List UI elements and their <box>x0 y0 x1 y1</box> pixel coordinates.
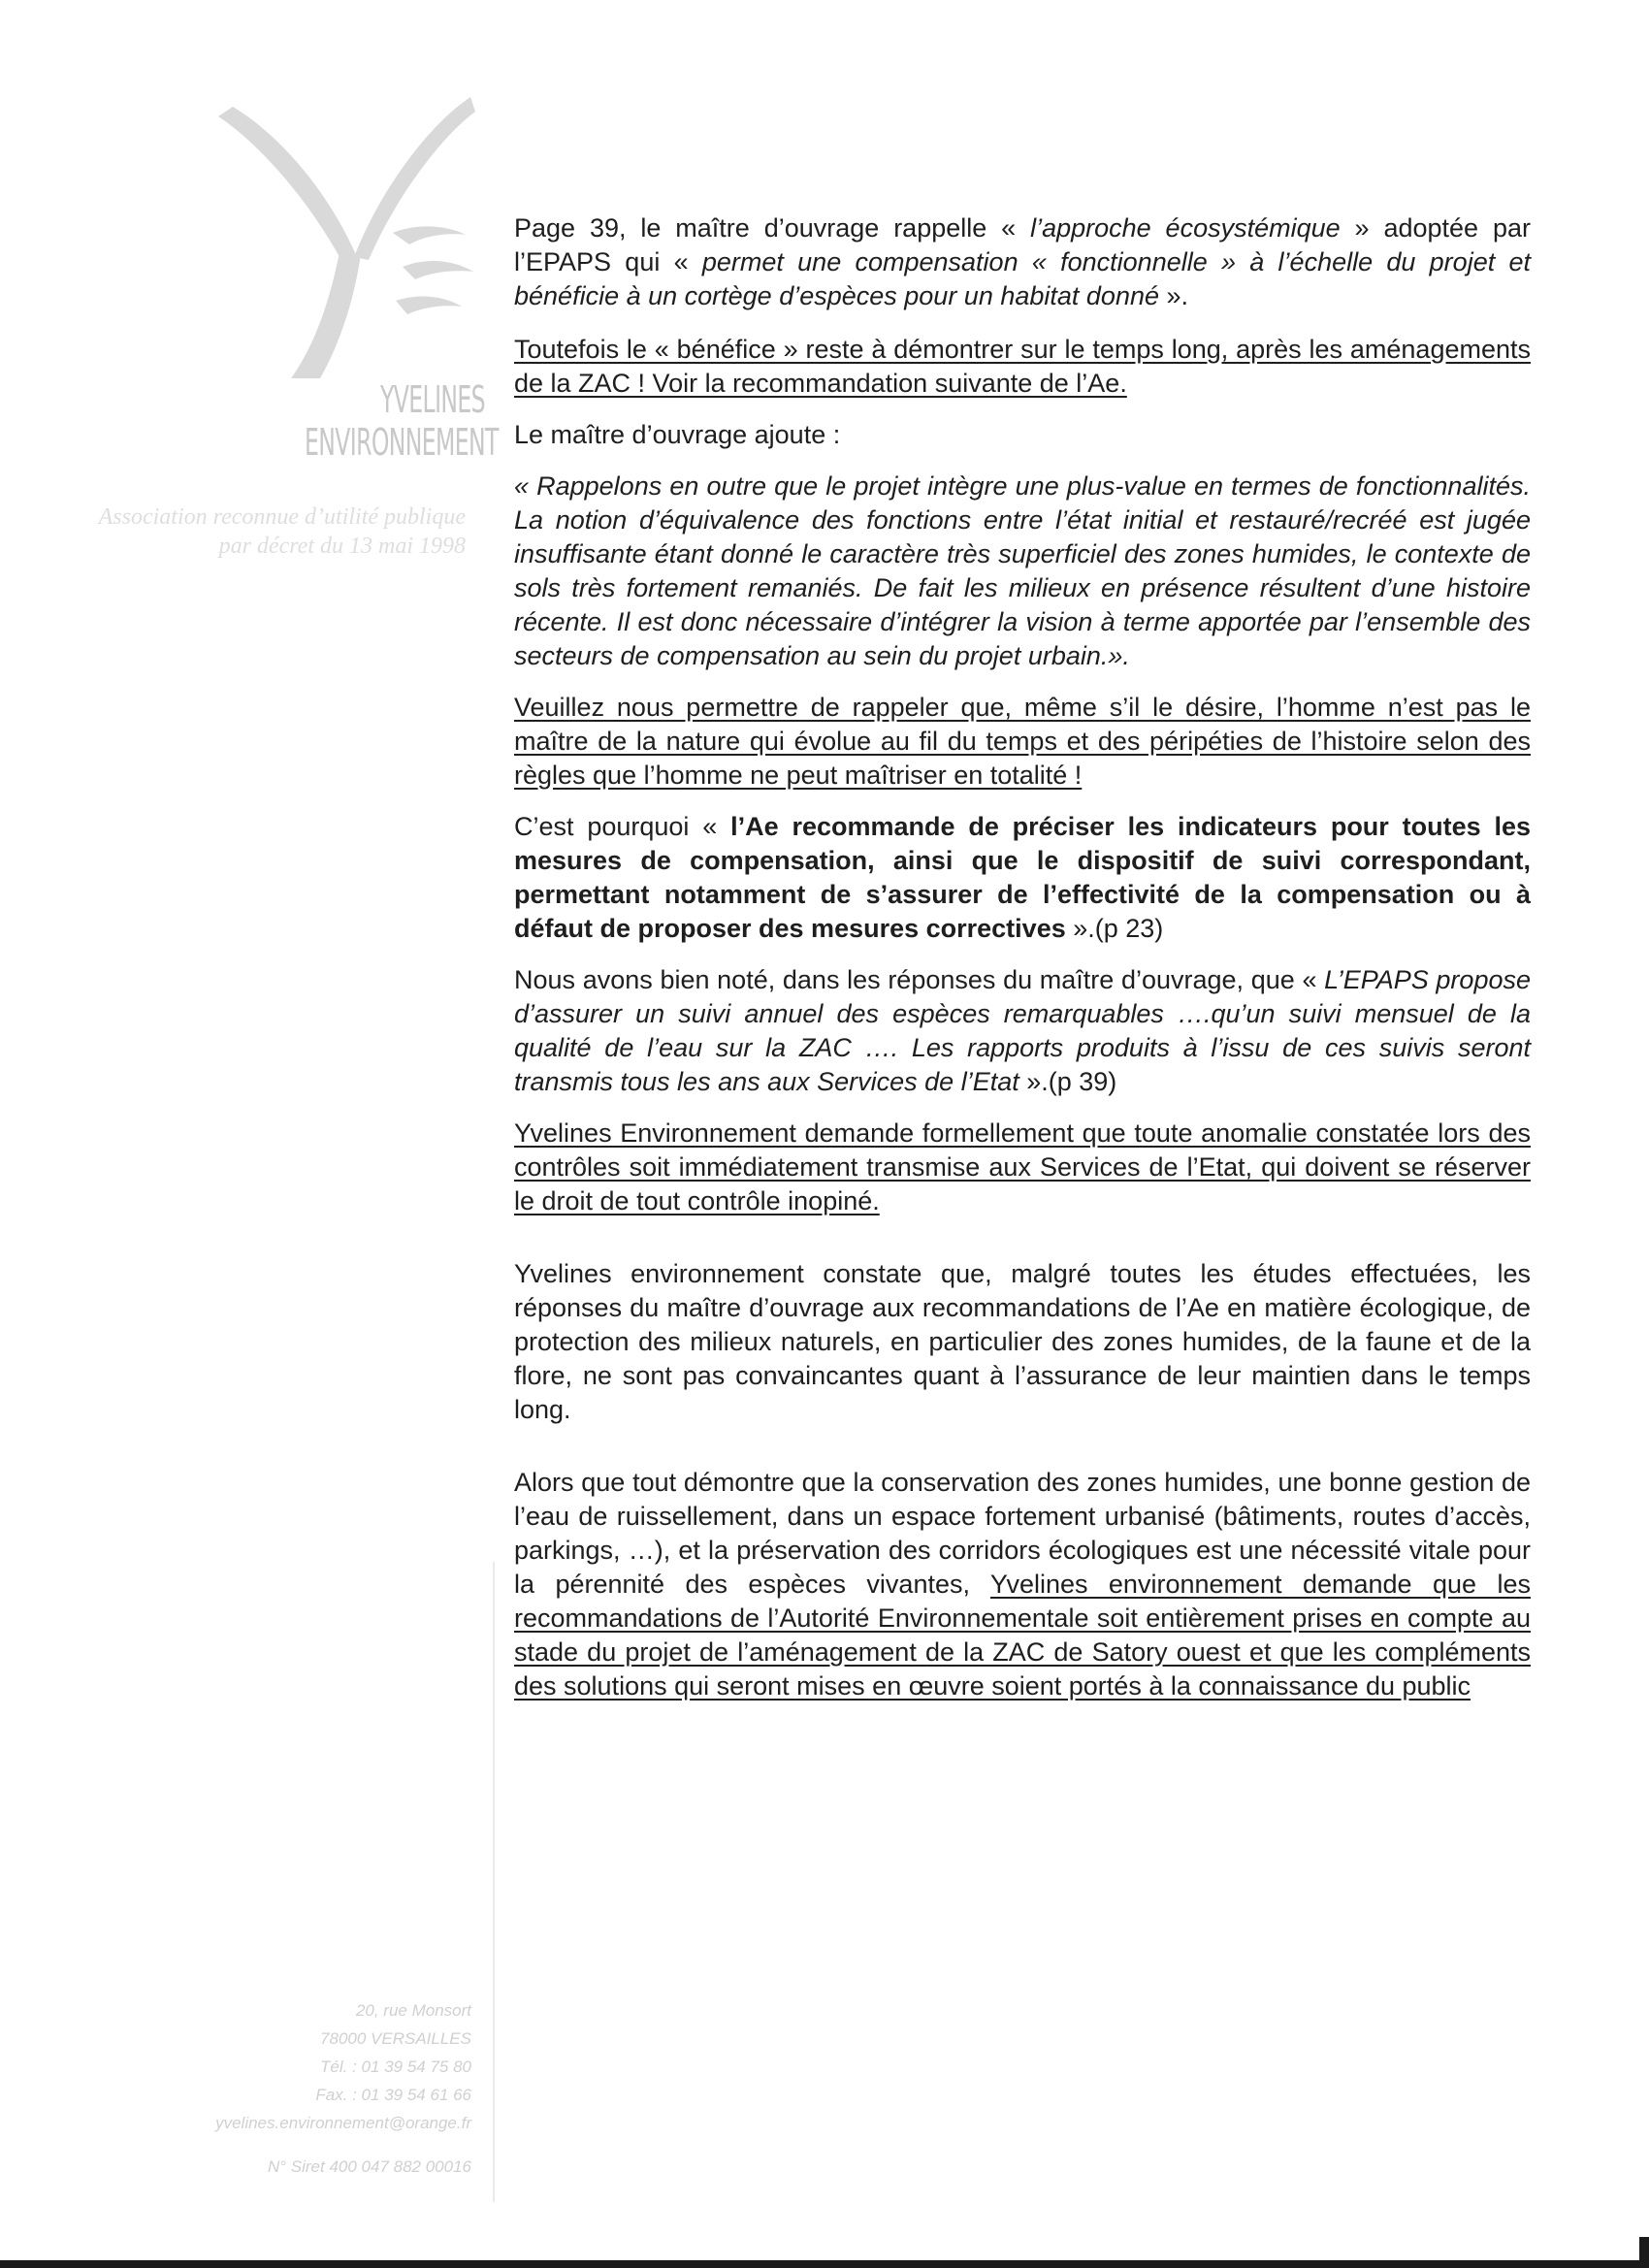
paragraph-6-text-a: C’est pourquoi « <box>514 812 731 841</box>
paragraph-8 <box>514 1117 1531 1218</box>
address-siret: N° Siret 400 047 882 00016 <box>267 2157 471 2176</box>
recognition-line-2: par décret du 13 mai 1998 <box>218 534 466 559</box>
paragraph-6-text-b: ».(p 23) <box>1065 914 1164 943</box>
paragraph-1-text-b: » adoptée par l’EPAPS qui « <box>514 213 1531 276</box>
paragraph-6-bold-quote: l’Ae recommande de préciser les indicateurs pour toutes les mesures de compensation, ainsi que le dispositif de suivi correspondant, permettant notamment de s’assurer de l’effectivité de la compensation ou à défaut de proposer des mesures correctives <box>514 812 1531 943</box>
paragraph-10 <box>514 1466 1531 1703</box>
address-street: 20, rue Monsort <box>355 2001 471 2020</box>
address-fax: Fax. : 01 39 54 61 66 <box>315 2086 471 2104</box>
paragraph-1-text-c: ». <box>1159 281 1189 310</box>
paragraph-7 <box>514 963 1531 1099</box>
paragraph-1-quote-a: l’approche écosystémique <box>1030 213 1341 243</box>
logo-wordmark <box>305 378 499 464</box>
address-phone: Tél. : 01 39 54 75 80 <box>320 2057 471 2076</box>
paragraph-9-text: Yvelines environnement constate que, malgré toutes les études effectuées, les réponses du maître d’ouvrage aux recommandations de l’Ae en matière écologique, de protection des milieux naturels, en particulier des zones humides, de la faune et de la flore, ne sont pas convaincantes quant à l’assurance de leur maintien dans le temps long. <box>514 1259 1531 1424</box>
address-gap <box>116 2137 471 2153</box>
recognition-line-1: Association reconnue d’utilité publique <box>98 504 466 530</box>
address-city: 78000 VERSAILLES <box>320 2029 471 2048</box>
address-email: yvelines.environnement@orange.fr <box>215 2114 471 2132</box>
paragraph-7-text-b: ».(p 39) <box>1018 1067 1117 1096</box>
paragraph-3-text: Le maître d’ouvrage ajoute : <box>514 420 841 449</box>
paragraph-1-text-a: Page 39, le maître d’ouvrage rappelle « <box>514 213 1031 243</box>
recognition-note <box>39 502 466 561</box>
paragraph-7-quote: L’EPAPS propose d’assurer un suivi annuel des espèces remarquables ….qu’un suivi mensuel de la qualité de l’eau sur la ZAC …. Les rapports produits à l’issu de ces suivis seront transmis tous les ans aux Services de l’Etat <box>514 965 1531 1096</box>
paragraph-3 <box>514 418 1531 452</box>
scan-edge-bottom <box>0 2260 1649 2268</box>
paragraph-4 <box>514 470 1531 673</box>
sidebar-divider <box>493 1562 495 2202</box>
paragraph-10-demand: Yvelines environnement demande que les recommandations de l’Autorité Environnementale soit entièrement prises en compte au stade du projet de l’aménagement de la ZAC de Satory ouest et que les compléments des solutions qui seront mises en œuvre soient portés à la connaissance du public <box>514 1570 1531 1701</box>
paragraph-2-text: Toutefois le « bénéfice » reste à démontrer sur le temps long, après les aménagements de la ZAC ! Voir la recommandation suivante de l’Ae. <box>514 335 1531 398</box>
logo-line-2: ENVIRONNEMENT <box>305 421 499 464</box>
logo-line-1: YVELINES <box>380 378 485 421</box>
yvelines-environnement-logo <box>194 87 504 495</box>
paragraph-2 <box>514 333 1531 401</box>
letter-body <box>514 211 1531 1721</box>
paragraph-5-text: Veuillez nous permettre de rappeler que, même s’il le désire, l’homme n’est pas le maître de la nature qui évolue au fil du temps et des péripéties de l’histoire selon des règles que l’homme ne peut maîtriser en totalité ! <box>514 693 1531 790</box>
paragraph-8-text: Yvelines Environnement demande formellement que toute anomalie constatée lors des contrôles soit immédiatement transmise aux Services de l’Etat, qui doivent se réserver le droit de tout contrôle inopiné. <box>514 1118 1531 1215</box>
paragraph-5 <box>514 691 1531 793</box>
paragraph-1-quote-b: permet une compensation « fonctionnelle » à l’échelle du projet et bénéficie à un cortège d’espèces pour un habitat donné <box>514 247 1531 310</box>
paragraph-4-quote: « Rappelons en outre que le projet intègre une plus-value en termes de fonctionnalités. La notion d’équivalence des fonctions entre l’état initial et restauré/recréé est jugée insuffisante étant donné le caractère très superficiel des zones humides, le contexte de sols très fortement remaniés. De fait les milieux en présence résultent d’une histoire récente. Il est donc nécessaire d’intégrer la vision à terme apportée par l’ensemble des secteurs de compensation au sein du projet urbain.». <box>514 471 1531 670</box>
contact-block <box>116 1996 471 2181</box>
paragraph-10-text: Alors que tout démontre que la conservation des zones humides, une bonne gestion de l’eau de ruissellement, dans un espace fortement urbanisé (bâtiments, routes d’accès, parkings, …), et la préservation des corridors écologiques est une nécessité vitale pour la pérennité des espèces vivantes, <box>514 1468 1531 1599</box>
paragraph-1 <box>514 211 1531 313</box>
paragraph-6 <box>514 810 1531 946</box>
paragraph-7-text-a: Nous avons bien noté, dans les réponses du maître d’ouvrage, que « <box>514 965 1325 994</box>
scan-edge-corner <box>1639 2237 1649 2268</box>
logo-y-mark-icon <box>194 87 485 378</box>
letterhead-sidebar <box>0 0 499 2268</box>
paragraph-9 <box>514 1257 1531 1427</box>
